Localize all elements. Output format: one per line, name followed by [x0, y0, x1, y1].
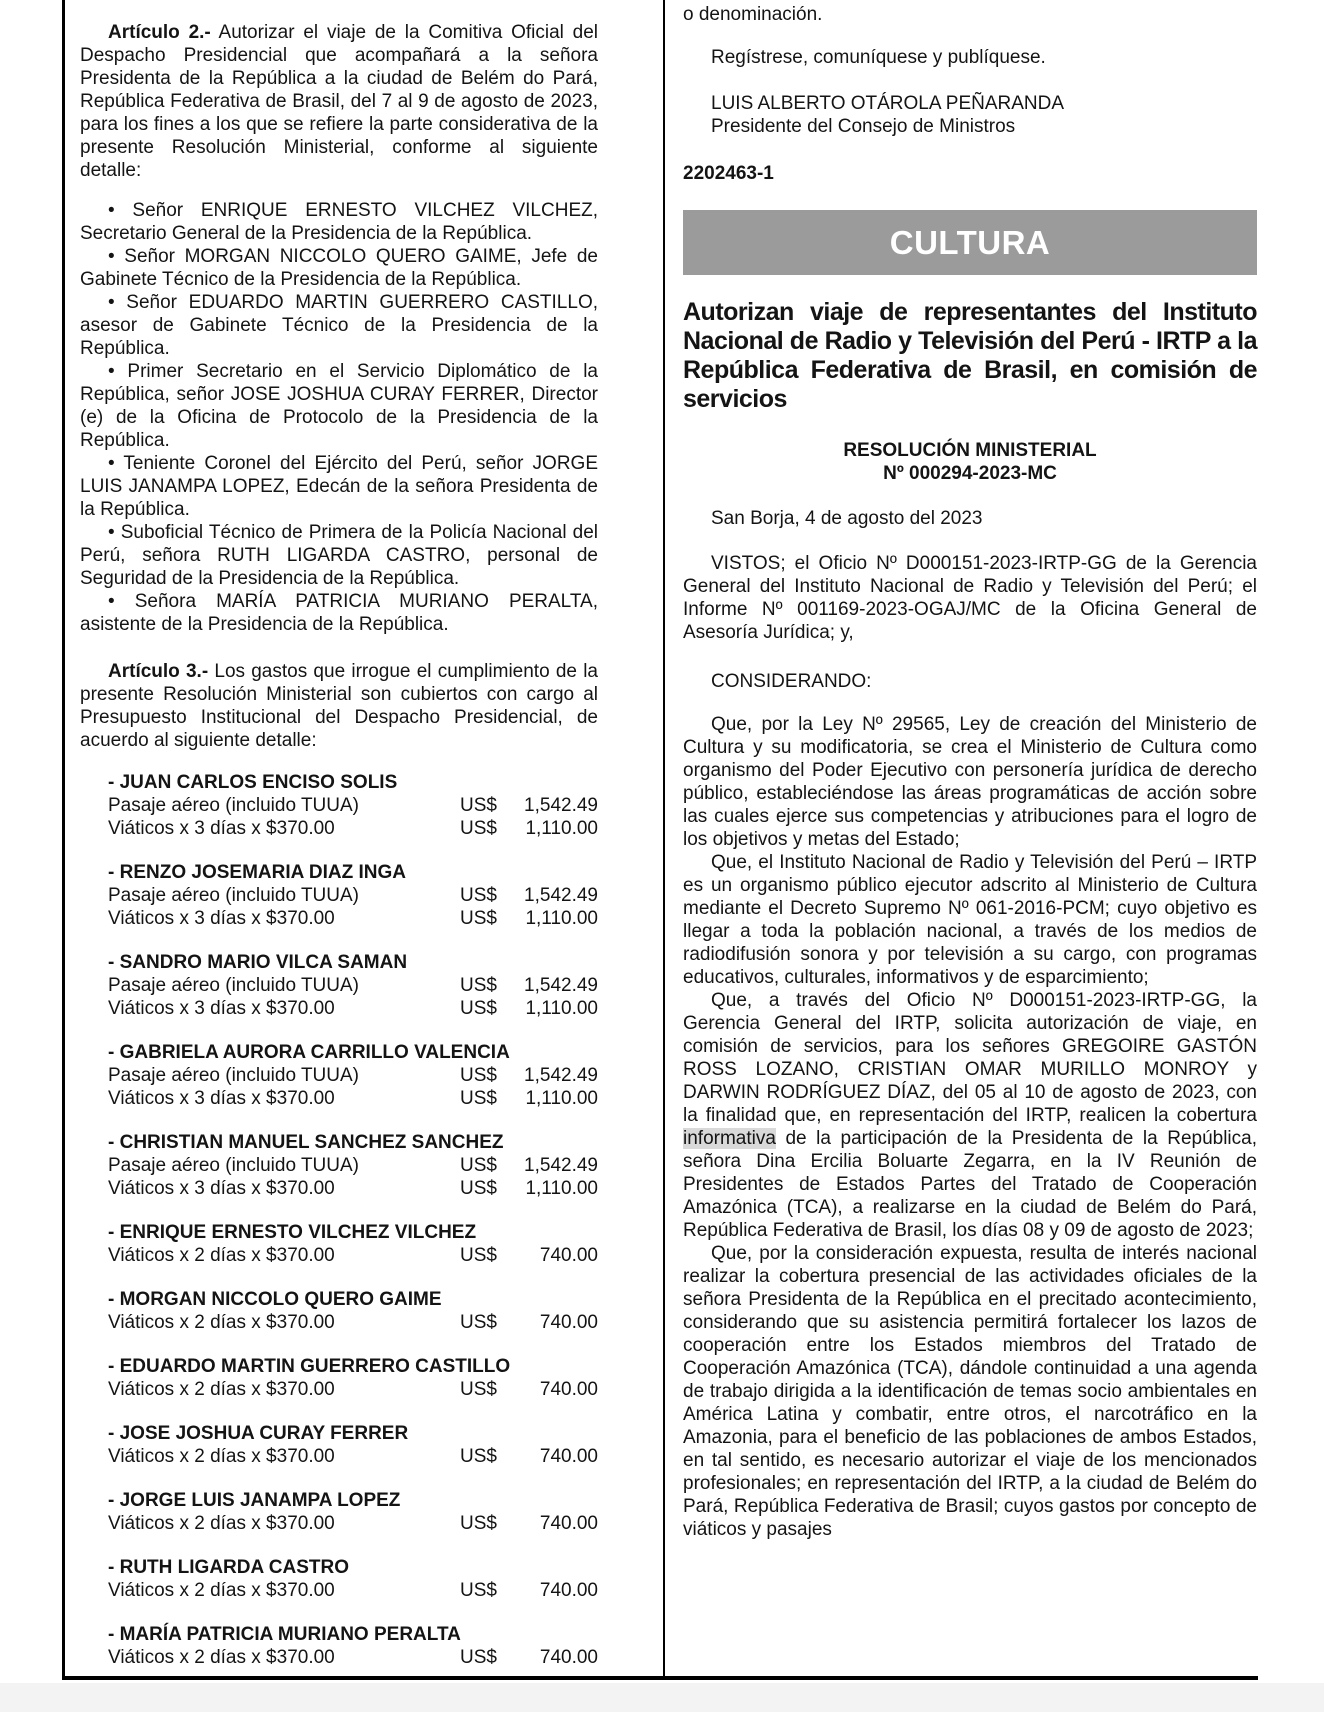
cost-line-amount: 740.00 [539, 1647, 598, 1668]
cost-line-amount: 1,110.00 [525, 908, 598, 929]
section-banner [683, 210, 1257, 275]
signatory-name: LUIS ALBERTO OTÁROLA PEÑARANDA [711, 93, 1065, 114]
cost-entry-line [108, 884, 598, 907]
cost-entry-line [108, 794, 598, 817]
cost-entry [108, 1489, 598, 1535]
cost-entry-name: - CHRISTIAN MANUEL SANCHEZ SANCHEZ [108, 1132, 504, 1153]
continuation-line: o denominación. [683, 4, 823, 25]
cost-line-currency: US$ [460, 795, 497, 816]
cost-line-currency: US$ [460, 1647, 497, 1668]
cost-entry-line [108, 817, 598, 840]
cost-entry-line [108, 1064, 598, 1087]
cost-line-label: Pasaje aéreo (incluido TUUA) [108, 795, 359, 816]
cost-entry-line [108, 1154, 598, 1177]
cost-entry [108, 1556, 598, 1602]
cost-entry-line [108, 1311, 598, 1334]
cost-line-label: Viáticos x 3 días x $370.00 [108, 998, 335, 1019]
paragraph-3-before: Que, a través del Oficio Nº D000151-2023-IRTP-GG, la Gerencia General del IRTP, solicita autorización de viaje, en comisión de servicios, para los señores GREGOIRE GASTÓN ROSS LOZANO, CRISTIAN OMAR MURILLO MONROY y DARWIN RODRÍGUEZ DÍAZ, del 05 al 10 de agosto de 2023, con la finalidad que, en representación del IRTP, realicen la cobertura [683, 990, 1257, 1126]
resolution-title: RESOLUCIÓN MINISTERIAL [843, 440, 1097, 461]
cost-entry-line [108, 1244, 598, 1267]
cost-line-label: Viáticos x 2 días x $370.00 [108, 1513, 335, 1534]
cost-entry-line [108, 1087, 598, 1110]
cost-entry [108, 1288, 598, 1334]
left-column [80, 21, 598, 1690]
cost-entry [108, 1623, 598, 1669]
cost-entry [108, 861, 598, 930]
cost-line-label: Viáticos x 3 días x $370.00 [108, 1088, 335, 1109]
cost-line-amount: 1,110.00 [525, 818, 598, 839]
cost-entry-name: - EDUARDO MARTIN GUERRERO CASTILLO [108, 1356, 511, 1377]
bullet-item: • Suboficial Técnico de Primera de la Policía Nacional del Perú, señora RUTH LIGARDA CASTRO, personal de Seguridad de la Presidencia de la República. [80, 522, 598, 589]
cost-line-amount: 1,110.00 [525, 1088, 598, 1109]
bullet-item: • Señora MARÍA PATRICIA MURIANO PERALTA, asistente de la Presidencia de la República. [80, 591, 598, 635]
highlight-informativa: informativa [683, 1128, 776, 1149]
cost-entry [108, 771, 598, 840]
considerando-paragraph-3 [683, 989, 1257, 1242]
articulo-2-text: Autorizar el viaje de la Comitiva Oficial del Despacho Presidencial que acompañará a la señora Presidenta de la República a la ciudad de Belém do Pará, República Federativa de Brasil, del 7 al 9 de agosto de 2023, para los fines a los que se refiere la parte considerativa de la presente Resolución Ministerial, conforme al siguiente detalle: [80, 22, 599, 181]
cost-line-currency: US$ [460, 1580, 497, 1601]
cost-line-label: Pasaje aéreo (incluido TUUA) [108, 885, 359, 906]
bullet-list [80, 199, 598, 636]
cost-line-amount: 740.00 [539, 1312, 598, 1333]
cost-line-label: Pasaje aéreo (incluido TUUA) [108, 1065, 359, 1086]
cost-line-currency: US$ [460, 1513, 497, 1534]
cost-line-label: Viáticos x 2 días x $370.00 [108, 1446, 335, 1467]
vistos-paragraph: VISTOS; el Oficio Nº D000151-2023-IRTP-GG de la Gerencia General del Instituto Nacional de Radio y Televisión del Perú; el Informe Nº 001169-2023-OGAJ/MC de la Oficina General de Asesoría Jurídica; y, [683, 553, 1257, 643]
articulo-2-paragraph [80, 21, 598, 182]
cost-line-label: Viáticos x 2 días x $370.00 [108, 1379, 335, 1400]
cost-line-label: Viáticos x 3 días x $370.00 [108, 908, 335, 929]
cost-entry-line [108, 1512, 598, 1535]
cost-line-currency: US$ [460, 1155, 497, 1176]
cost-entry [108, 1221, 598, 1267]
considerando-label: CONSIDERANDO: [711, 671, 872, 692]
left-page-rule [62, 0, 65, 1676]
section-banner-label: CULTURA [889, 223, 1051, 261]
right-column [683, 3, 1257, 1541]
articulo-2-lead: Artículo 2.- [108, 22, 211, 43]
cost-line-currency: US$ [460, 908, 497, 929]
cost-line-amount: 740.00 [539, 1446, 598, 1467]
cost-line-amount: 1,110.00 [525, 1178, 598, 1199]
doc-code: 2202463-1 [683, 163, 774, 184]
cost-line-label: Pasaje aéreo (incluido TUUA) [108, 1155, 359, 1176]
registrese-line: Regístrese, comuníquese y publíquese. [711, 47, 1046, 68]
cost-entry-name: - JOSE JOSHUA CURAY FERRER [108, 1423, 409, 1444]
cost-line-label: Pasaje aéreo (incluido TUUA) [108, 975, 359, 996]
cost-entry-line [108, 1177, 598, 1200]
considerando-paragraph-4: Que, por la consideración expuesta, resulta de interés nacional realizar la cobertura presencial de las actividades oficiales de la señora Presidenta de la República en el precitado acontecimiento, considerando que su asistencia permitirá fortalecer los lazos de cooperación entre los Estados miembros del Tratado de Cooperación Amazónica (TCA), dándole continuidad a una agenda de trabajo dirigida a la identificación de temas socio ambientales en América Latina y combatir, entre otros, el narcotráfico en la Amazonia, para el beneficio de las poblaciones de ambos Estados, en tal sentido, es necesario autorizar el viaje de los mencionados profesionales; en representación del IRTP, a la ciudad de Belém do Pará, República Federativa de Brasil; cuyos gastos por concepto de viáticos y pasajes [683, 1243, 1257, 1540]
signature-block [683, 92, 1257, 138]
cost-entry [108, 1355, 598, 1401]
cost-line-currency: US$ [460, 1178, 497, 1199]
cost-line-amount: 1,110.00 [525, 998, 598, 1019]
cost-entry-line [108, 997, 598, 1020]
cost-line-currency: US$ [460, 1312, 497, 1333]
bullet-item: • Primer Secretario en el Servicio Diplomático de la República, señor JOSE JOSHUA CURAY FERRER, Director (e) de la Oficina de Protocolo de la Presidencia de la República. [80, 361, 598, 451]
articulo-3-lead: Artículo 3.- [108, 661, 209, 682]
cost-entry [108, 1131, 598, 1200]
cost-entry-name: - JORGE LUIS JANAMPA LOPEZ [108, 1490, 401, 1511]
cost-line-currency: US$ [460, 1065, 497, 1086]
cost-entry-line [108, 1378, 598, 1401]
cost-line-label: Viáticos x 2 días x $370.00 [108, 1245, 335, 1266]
cost-entry-name: - ENRIQUE ERNESTO VILCHEZ VILCHEZ [108, 1222, 477, 1243]
cost-entry-line [108, 1646, 598, 1669]
cost-entry-line [108, 974, 598, 997]
bullet-item: • Teniente Coronel del Ejército del Perú, señor JORGE LUIS JANAMPA LOPEZ, Edecán de la señora Presidenta de la República. [80, 453, 598, 520]
cost-line-amount: 1,542.49 [524, 975, 598, 996]
cost-list [108, 771, 598, 1669]
bullet-item: • Señor MORGAN NICCOLO QUERO GAIME, Jefe de Gabinete Técnico de la Presidencia de la República. [80, 246, 598, 290]
cost-line-amount: 1,542.49 [524, 1155, 598, 1176]
cost-entry [108, 1422, 598, 1468]
cost-line-amount: 740.00 [539, 1580, 598, 1601]
cost-entry-line [108, 1445, 598, 1468]
cost-entry-name: - RENZO JOSEMARIA DIAZ INGA [108, 862, 407, 883]
cost-line-label: Viáticos x 2 días x $370.00 [108, 1580, 335, 1601]
cost-line-currency: US$ [460, 998, 497, 1019]
cost-line-label: Viáticos x 3 días x $370.00 [108, 1178, 335, 1199]
cost-entry-line [108, 1579, 598, 1602]
cost-entry-name: - JUAN CARLOS ENCISO SOLIS [108, 772, 398, 793]
cost-line-currency: US$ [460, 818, 497, 839]
headline: Autorizan viaje de representantes del Instituto Nacional de Radio y Televisión del Perú - IRTP a la República Federativa de Brasil, en comisión de servicios [683, 298, 1257, 413]
articulo-3-paragraph [80, 660, 598, 752]
cost-line-currency: US$ [460, 1379, 497, 1400]
cost-line-amount: 1,542.49 [524, 885, 598, 906]
paragraph-3-after: de la participación de la Presidenta de la República, señora Dina Ercilia Boluarte Zegarra, en la IV Reunión de Presidentes de Estados Partes del Tratado de Cooperación Amazónica (TCA), a realizarse en la ciudad de Belém do Pará, República Federativa de Brasil, los días 08 y 09 de agosto de 2023; [683, 1128, 1257, 1241]
bullet-item: • Señor EDUARDO MARTIN GUERRERO CASTILLO, asesor de Gabinete Técnico de la Presidencia de la República. [80, 292, 598, 359]
cost-line-currency: US$ [460, 885, 497, 906]
considerando-paragraph-1: Que, por la Ley Nº 29565, Ley de creación del Ministerio de Cultura y su modificatoria, se crea el Ministerio de Cultura como organismo del Poder Ejecutivo con personería jurídica de derecho público, estableciéndose las áreas programáticas de acción sobre las cuales ejerce sus competencias y atribuciones para el logro de los objetivos y metas del Estado; [683, 714, 1257, 850]
cost-entry-name: - GABRIELA AURORA CARRILLO VALENCIA [108, 1042, 510, 1063]
cost-line-amount: 1,542.49 [524, 1065, 598, 1086]
cost-entry-name: - RUTH LIGARDA CASTRO [108, 1557, 349, 1578]
cost-entry-line [108, 907, 598, 930]
cost-entry-name: - MARÍA PATRICIA MURIANO PERALTA [108, 1624, 461, 1645]
dateline: San Borja, 4 de agosto del 2023 [711, 508, 983, 529]
cost-line-currency: US$ [460, 1446, 497, 1467]
considerando-paragraph-2: Que, el Instituto Nacional de Radio y Televisión del Perú – IRTP es un organismo público ejecutor adscrito al Ministerio de Cultura mediante el Decreto Supremo Nº 061-2016-PCM; cuyo objetivo es llegar a toda la población nacional, a través de los medios de radiodifusión sonora y por televisión a su cargo, con programas educativos, culturales, informativos y de esparcimiento; [683, 852, 1257, 988]
cost-line-amount: 740.00 [539, 1245, 598, 1266]
resolution-number: Nº 000294-2023-MC [883, 463, 1057, 484]
articulo-3-text: Los gastos que irrogue el cumplimiento de la presente Resolución Ministerial son cubiertos con cargo al Presupuesto Institucional del Despacho Presidencial, de acuerdo al siguiente detalle: [80, 661, 598, 751]
column-divider-rule [663, 0, 665, 1676]
cost-line-amount: 1,542.49 [524, 795, 598, 816]
cost-line-label: Viáticos x 2 días x $370.00 [108, 1312, 335, 1333]
cost-entry [108, 951, 598, 1020]
cost-line-amount: 740.00 [539, 1513, 598, 1534]
cost-entry [108, 1041, 598, 1110]
cost-line-label: Viáticos x 3 días x $370.00 [108, 818, 335, 839]
cost-line-amount: 740.00 [539, 1379, 598, 1400]
cost-entry-name: - SANDRO MARIO VILCA SAMAN [108, 952, 408, 973]
cost-entry-name: - MORGAN NICCOLO QUERO GAIME [108, 1289, 442, 1310]
cost-line-label: Viáticos x 2 días x $370.00 [108, 1647, 335, 1668]
bullet-item: • Señor ENRIQUE ERNESTO VILCHEZ VILCHEZ, Secretario General de la Presidencia de la República. [80, 200, 598, 244]
resolution-heading [683, 439, 1257, 485]
cost-line-currency: US$ [460, 975, 497, 996]
cost-line-currency: US$ [460, 1245, 497, 1266]
signatory-title: Presidente del Consejo de Ministros [711, 116, 1016, 137]
cost-line-currency: US$ [460, 1088, 497, 1109]
